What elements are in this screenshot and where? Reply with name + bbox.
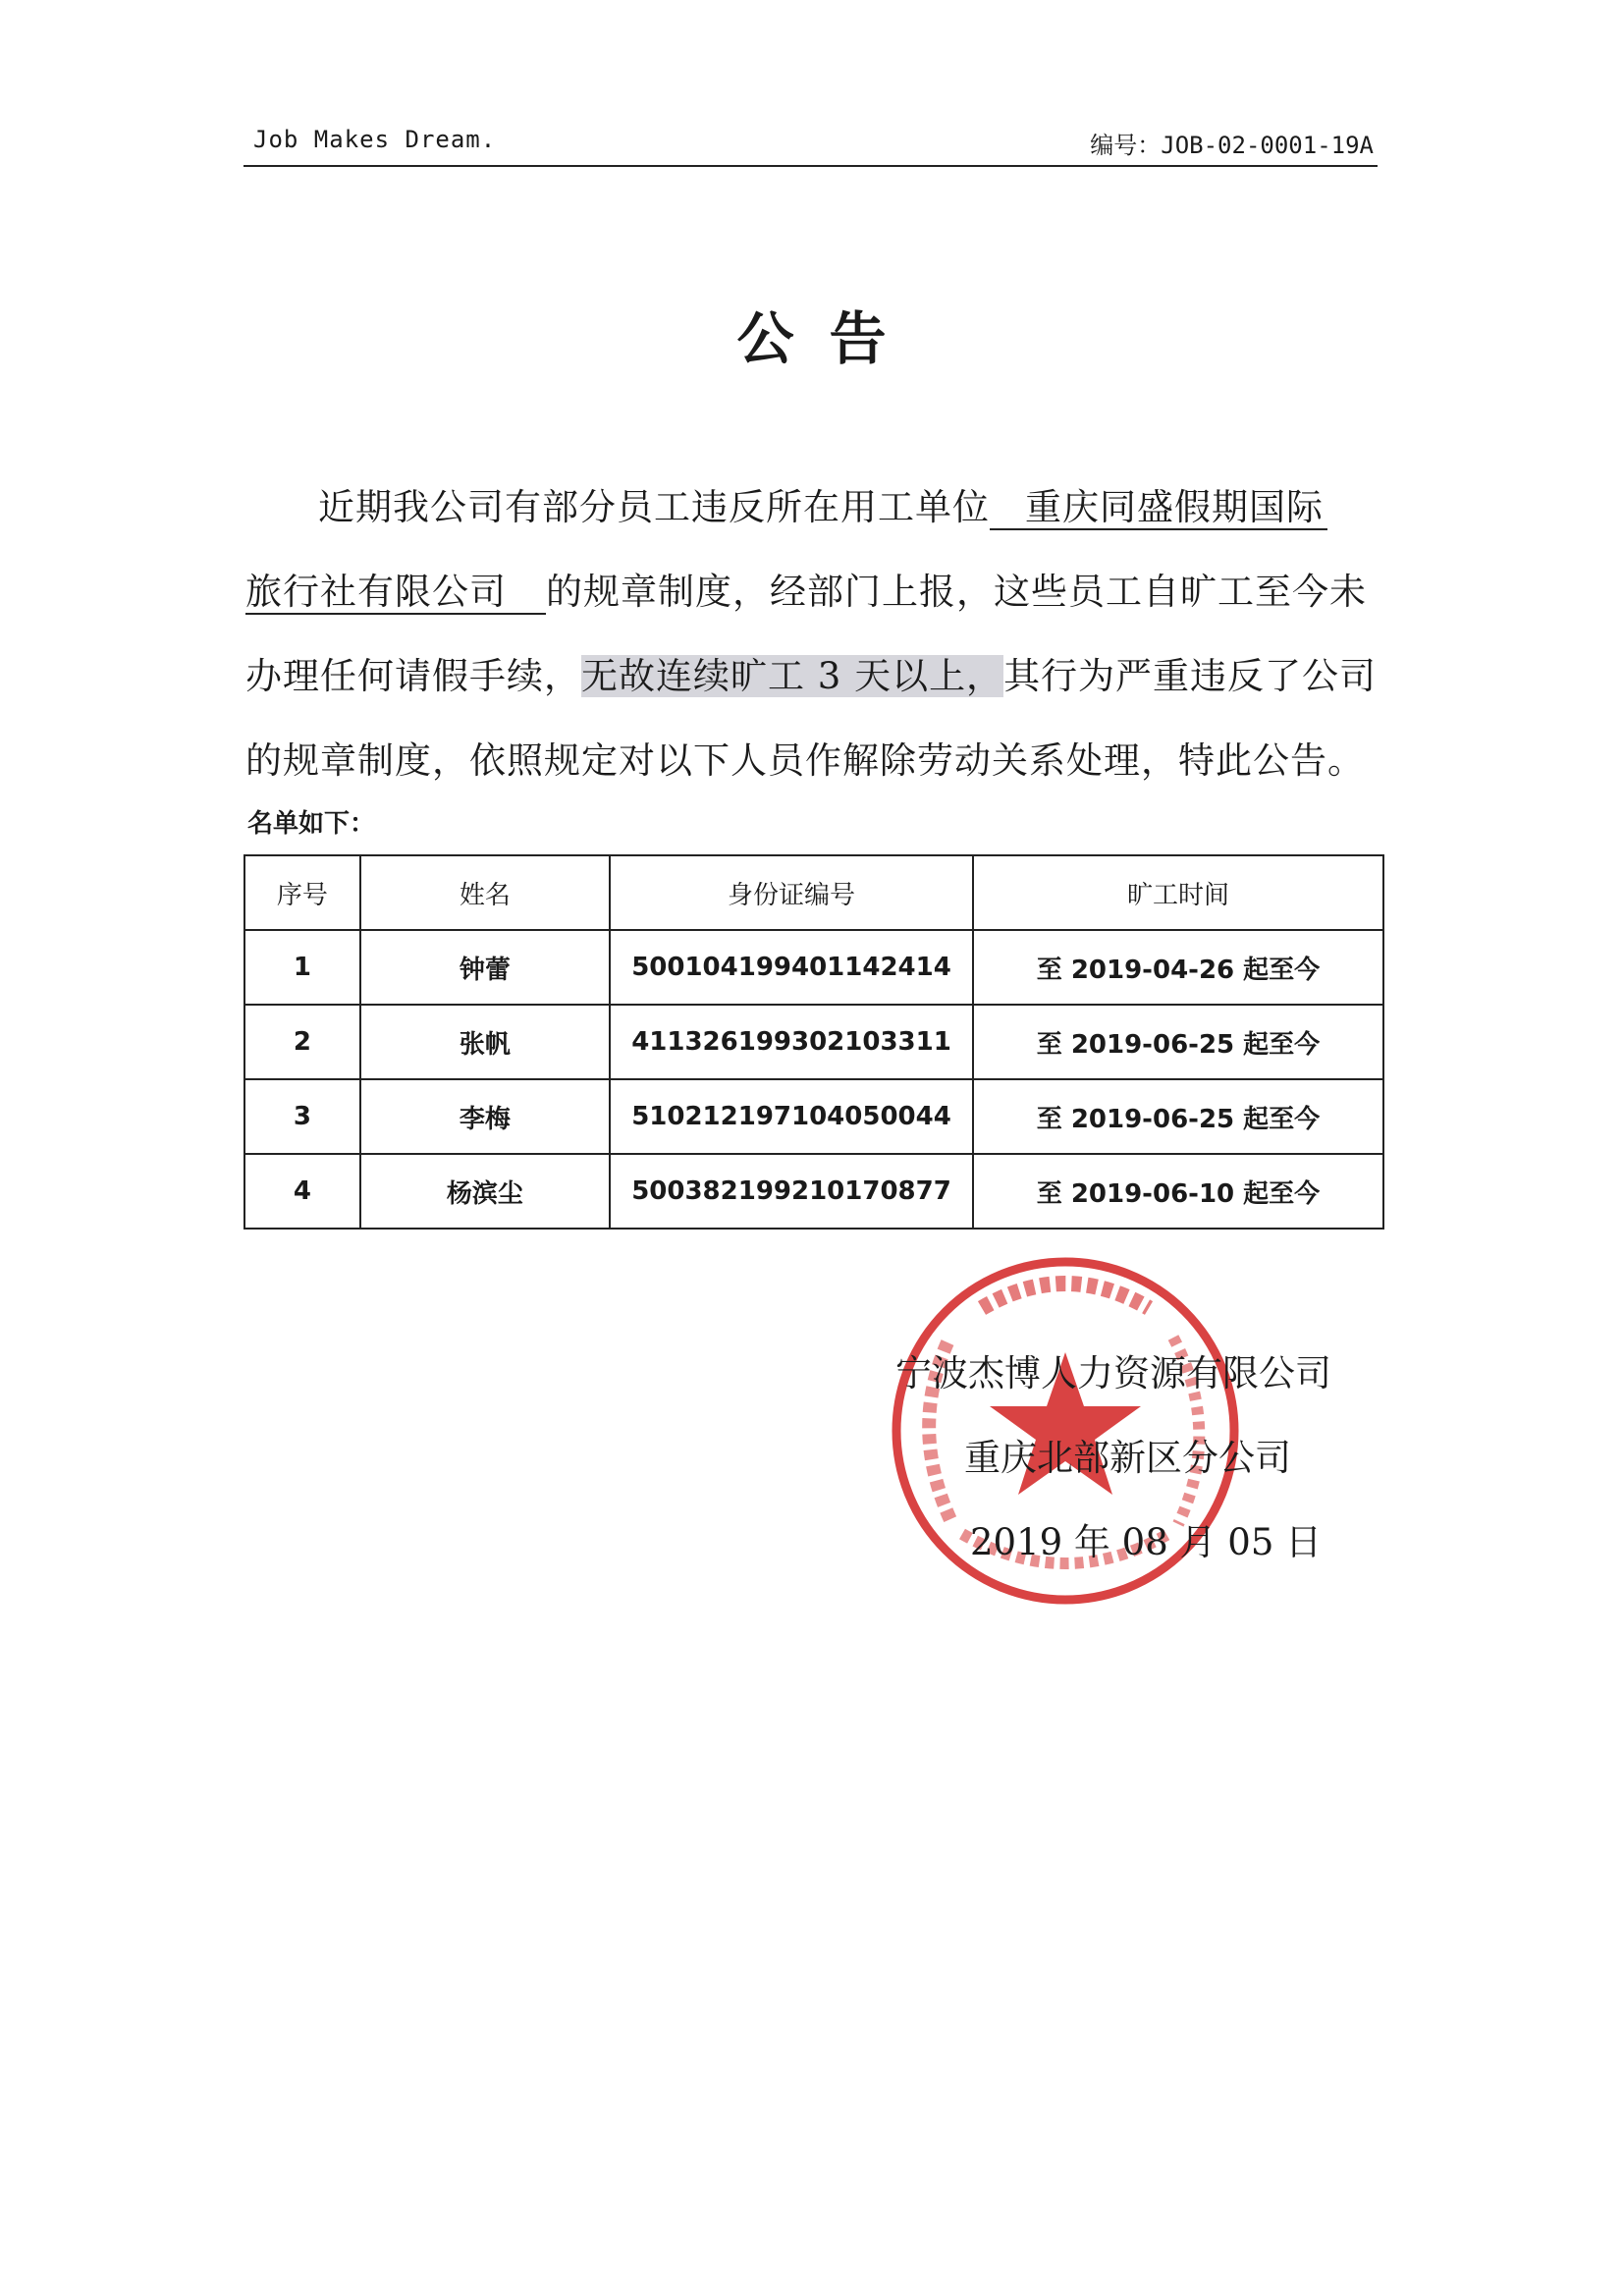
highlighted-text: 无故连续旷工 3 天以上， [581,655,1004,697]
col-header-id: 身份证编号 [610,855,973,930]
seal-arc-text [982,1284,1149,1308]
table-row [244,1154,1383,1229]
header-slogan: Job Makes Dream. [253,126,497,153]
body-text: 的规章制度，依照规定对以下人员作解除劳动关系处理，特此公告。 [245,739,1365,782]
row-id-number: 411326199302103311 [610,1005,973,1079]
signature-company: 宁波杰博人力资源有限公司 [895,1352,1331,1394]
table-row [244,930,1383,1005]
row-absence: 至 2019-04-26 起至今 [973,930,1383,1005]
row-absence: 至 2019-06-10 起至今 [973,1154,1383,1229]
row-name: 李梅 [360,1079,610,1154]
body-line-4 [245,731,1375,784]
employer-name-part1: 重庆同盛假期国际 [990,488,1327,530]
list-label: 名单如下： [247,809,376,839]
body-text: 其行为严重违反了公司 [1003,655,1378,697]
row-name: 钟蕾 [360,930,610,1005]
col-header-absence: 旷工时间 [973,855,1383,930]
table-row [244,1079,1383,1154]
row-name: 杨滨尘 [360,1154,610,1229]
page-header [243,122,1378,167]
body-text: 办理任何请假手续， [245,655,581,697]
row-id-number: 500104199401142414 [610,930,973,1005]
body-text: 的规章制度，经部门上报，这些员工自旷工至今未 [546,571,1367,613]
table-header-row [244,855,1383,930]
row-id-number: 500382199210170877 [610,1154,973,1229]
col-header-name: 姓名 [360,855,610,930]
signature-branch: 重庆北部新区分公司 [964,1437,1291,1479]
dismissal-table [243,854,1384,1230]
row-index: 2 [244,1005,360,1079]
body-line-3 [245,646,1378,699]
body-line-2 [245,562,1375,615]
body-text: 近期我公司有部分员工违反所在用工单位 [318,486,990,528]
row-absence: 至 2019-06-25 起至今 [973,1005,1383,1079]
notice-title: 公告 [736,305,922,372]
row-index: 1 [244,930,360,1005]
employer-name-part2: 旅行社有限公司 [245,573,546,615]
row-id-number: 510212197104050044 [610,1079,973,1154]
row-index: 3 [244,1079,360,1154]
table-row [244,1005,1383,1079]
row-absence: 至 2019-06-25 起至今 [973,1079,1383,1154]
row-name: 张帆 [360,1005,610,1079]
col-header-index: 序号 [244,855,360,930]
body-line-1 [245,477,1375,530]
signature-date: 2019 年 08 月 05 日 [970,1521,1323,1563]
row-index: 4 [244,1154,360,1229]
document-number: 编号：JOB-02-0001-19A [1090,132,1374,159]
